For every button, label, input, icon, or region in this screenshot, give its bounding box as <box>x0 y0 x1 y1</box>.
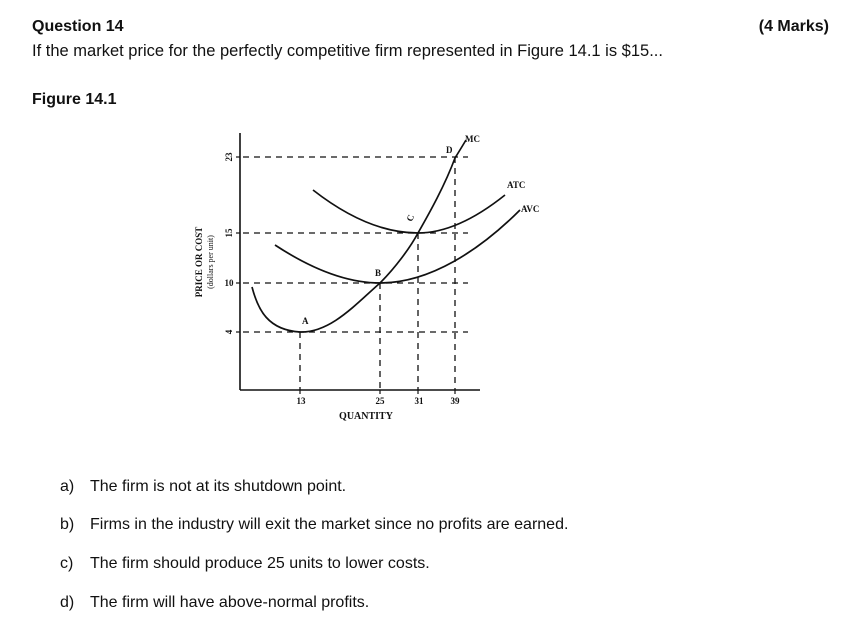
x-tick-label-25: 25 <box>375 396 385 406</box>
option-text: The firm will have above-normal profits. <box>90 594 370 611</box>
avc-curve <box>275 210 520 283</box>
option-letter: b) <box>60 516 75 533</box>
avc-label: AVC <box>521 204 540 214</box>
question-title: Question 14 <box>32 18 124 35</box>
x-tick-label-13: 13 <box>296 396 306 406</box>
atc-curve <box>313 190 505 233</box>
option-letter: c) <box>60 555 74 572</box>
x-axis-label: QUANTITY <box>339 411 393 422</box>
y-axis-label-line1: PRICE OR COST <box>194 226 204 298</box>
y-axis-label-line2: (dollars per unit) <box>206 235 215 289</box>
point-label-a: A <box>302 316 309 326</box>
option-d[interactable] <box>60 594 369 612</box>
option-b[interactable] <box>60 516 568 534</box>
point-label-b: B <box>375 268 382 278</box>
atc-label: ATC <box>507 180 526 190</box>
option-letter: a) <box>60 478 75 495</box>
y-tick-label-4: 4 <box>224 329 234 335</box>
option-a[interactable] <box>60 478 346 496</box>
option-c[interactable] <box>60 555 430 573</box>
point-label-d: D <box>446 145 453 155</box>
question-text: If the market price for the perfectly competitive firm represented in Figure 14.1 is $15... <box>32 42 663 60</box>
mc-curve <box>252 140 466 332</box>
y-tick-label-15: 15 <box>224 228 234 238</box>
x-tick-label-39: 39 <box>450 396 460 406</box>
mc-label: MC <box>465 134 480 144</box>
question-marks: (4 Marks) <box>758 18 829 35</box>
point-label-c: C <box>404 213 417 223</box>
option-text: The firm should produce 25 units to lower costs. <box>90 555 430 572</box>
y-tick-label-23: 23 <box>224 152 234 162</box>
y-tick-label-10: 10 <box>224 278 234 288</box>
option-letter: d) <box>60 594 75 611</box>
option-text: Firms in the industry will exit the market since no profits are earned. <box>90 516 569 533</box>
figure-label: Figure 14.1 <box>32 91 117 108</box>
x-tick-label-31: 31 <box>414 396 424 406</box>
option-text: The firm is not at its shutdown point. <box>90 478 347 495</box>
